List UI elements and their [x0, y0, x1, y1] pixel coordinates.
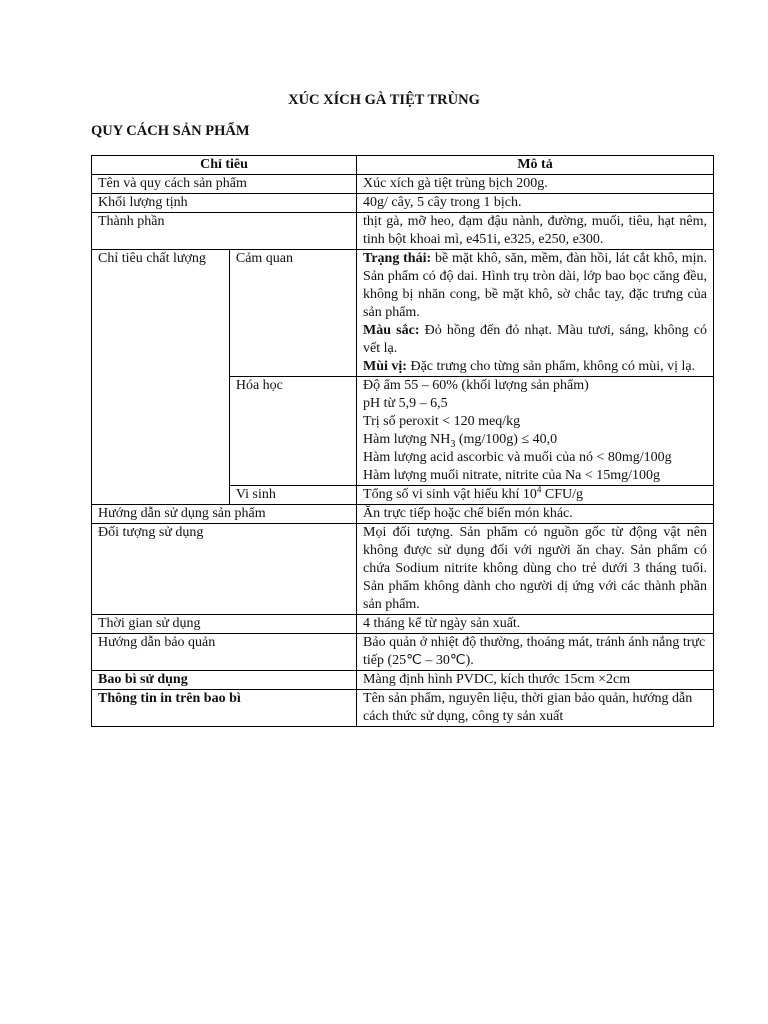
micro-description: [357, 486, 714, 505]
table-row: [92, 615, 714, 634]
nh3-subscript: 3: [450, 438, 456, 450]
moisture-line: Độ ẩm 55 – 60% (khối lượng sản phẩm): [363, 378, 589, 393]
peroxide-line: Trị số peroxit < 120 meq/kg: [363, 414, 521, 429]
document-title: XÚC XÍCH GÀ TIỆT TRÙNG: [288, 92, 480, 108]
row-value: Bảo quản ở nhiệt độ thường, thoáng mát, tránh ánh nắng trực tiếp (25℃ – 30℃).: [357, 634, 714, 671]
row-label: Bao bì sử dụng: [92, 671, 357, 690]
micro-suffix: CFU/g: [541, 487, 583, 502]
nh3-line: [363, 431, 707, 449]
table-row: [92, 194, 714, 213]
ph-line: pH từ 5,9 – 6,5: [363, 396, 448, 411]
row-label: Tên và quy cách sản phẩm: [92, 175, 357, 194]
nitrate-line: Hàm lượng muối nitrate, nitrite của Na < 15mg/100g: [363, 468, 661, 483]
quality-label: Chỉ tiêu chất lượng: [92, 250, 230, 505]
micro-superscript: 4: [536, 484, 542, 495]
table-row: [92, 524, 714, 615]
row-label: Thông tin in trên bao bì: [92, 690, 357, 727]
color-label: Màu sắc:: [363, 323, 420, 338]
spec-table: [91, 155, 714, 727]
row-value: Màng định hình PVDC, kích thước 15cm ×2cm: [357, 671, 714, 690]
table-header-row: [92, 156, 714, 175]
row-value: 40g/ cây, 5 cây trong 1 bịch.: [357, 194, 714, 213]
row-value: Ăn trực tiếp hoặc chế biến món khác.: [357, 505, 714, 524]
table-row: [92, 213, 714, 250]
row-label: Đối tượng sử dụng: [92, 524, 357, 615]
state-text: bề mặt khô, săn, mềm, đàn hồi, lát cắt khô, mịn. Sản phẩm có độ dai. Hình trụ tròn dài, lớp bao bọc căng đều, không bị nhăn cong, bề mặt khô, sờ chắc tay, đặc trưng của sản phẩm.: [363, 251, 708, 320]
color-paragraph: [363, 322, 707, 358]
row-value: Mọi đối tượng. Sản phẩm có nguồn gốc từ động vật nên không được sử dụng đối với người ăn chay. Sản phẩm có chứa Sodium nitrite không dùng cho trẻ dưới 3 tháng tuổi. Sản phẩm không dành cho người dị ứng với các thành phần sản phẩm.: [357, 524, 714, 615]
row-value: Xúc xích gà tiệt trùng bịch 200g.: [357, 175, 714, 194]
row-label: Hướng dẫn bảo quản: [92, 634, 357, 671]
ascorbic-line: Hàm lượng acid ascorbic và muối của nó < 80mg/100g: [363, 450, 672, 465]
chemical-description: [357, 377, 714, 486]
micro-label: Vi sinh: [229, 486, 356, 505]
table-row: [92, 634, 714, 671]
nh3-prefix: Hàm lượng NH: [363, 432, 451, 447]
table-row: [92, 175, 714, 194]
color-text: Đỏ hồng đến đỏ nhạt. Màu tươi, sáng, không có vết lạ.: [363, 323, 707, 356]
row-value: 4 tháng kể từ ngày sản xuất.: [357, 615, 714, 634]
row-label: Thành phần: [92, 213, 357, 250]
header-criteria: Chỉ tiêu: [92, 156, 357, 175]
row-label: Thời gian sử dụng: [92, 615, 357, 634]
taste-text: Đặc trưng cho từng sản phẩm, không có mùi, vị lạ.: [410, 359, 696, 374]
taste-label: Mùi vị:: [363, 359, 407, 374]
state-paragraph: [363, 250, 707, 322]
micro-prefix: Tổng số vi sinh vật hiếu khí 10: [363, 487, 537, 502]
section-heading: QUY CÁCH SẢN PHẨM: [91, 123, 250, 139]
table-row: [92, 690, 714, 727]
nh3-suffix: (mg/100g) ≤ 40,0: [455, 432, 558, 447]
table-row: [92, 505, 714, 524]
sensory-label: Cảm quan: [229, 250, 356, 377]
chemical-label: Hóa học: [229, 377, 356, 486]
table-row: [92, 671, 714, 690]
row-value: thịt gà, mỡ heo, đạm đậu nành, đường, muối, tiêu, hạt nêm, tinh bột khoai mì, e451i, e325, e250, e300.: [357, 213, 714, 250]
header-description: Mô tả: [357, 156, 714, 175]
row-value: Tên sản phẩm, nguyên liệu, thời gian bảo quản, hướng dẫn cách thức sử dụng, công ty sản xuất: [357, 690, 714, 727]
row-label: Khối lượng tịnh: [92, 194, 357, 213]
table-row-sensory: [92, 250, 714, 377]
sensory-description: [357, 250, 714, 377]
row-label: Hướng dẫn sử dụng sản phẩm: [92, 505, 357, 524]
state-label: Trạng thái:: [363, 251, 432, 266]
taste-paragraph: [363, 358, 707, 376]
